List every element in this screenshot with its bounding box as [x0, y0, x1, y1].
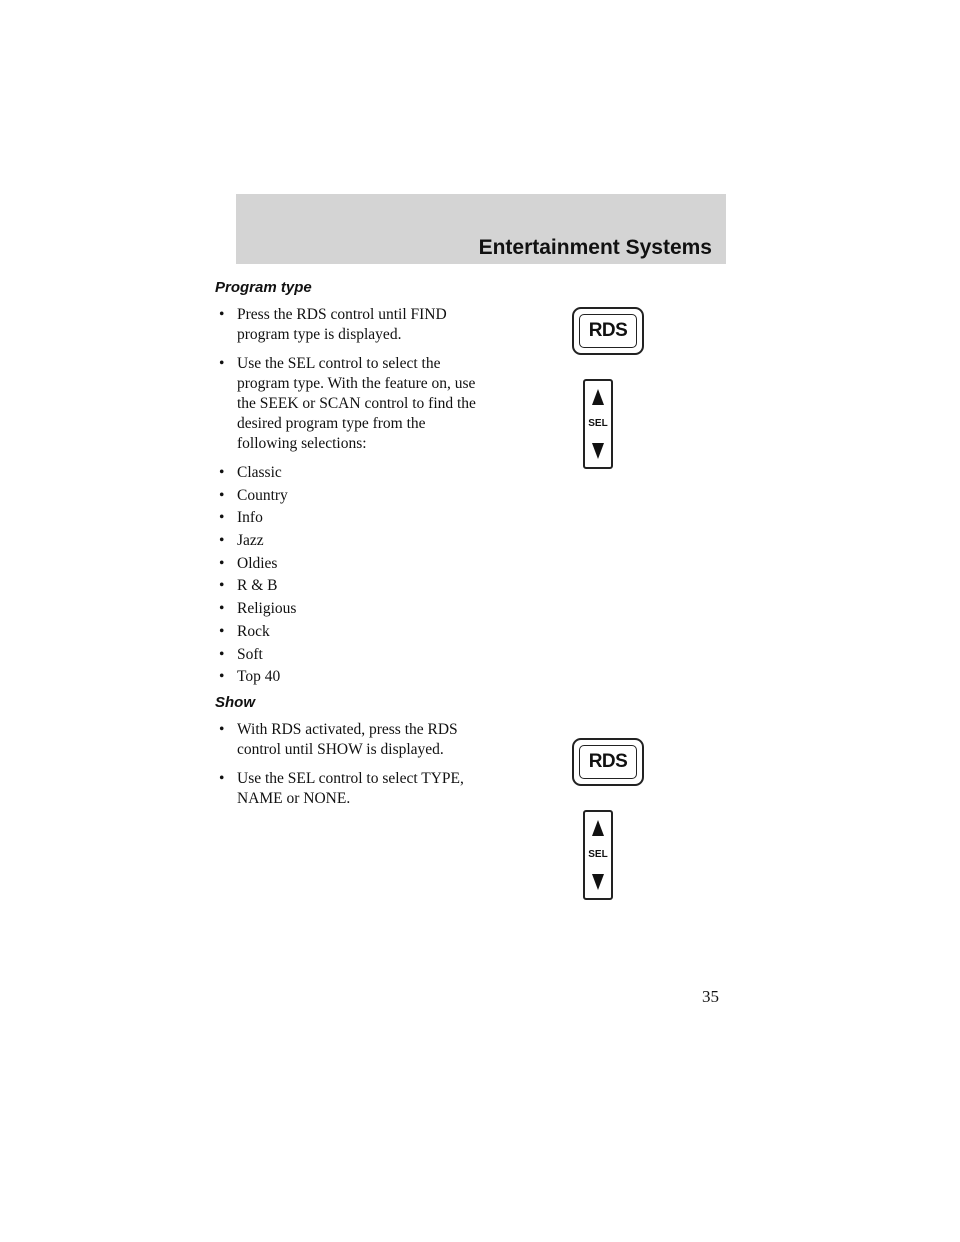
list-item: • Use the SEL control to select the program type. With the feature on, use the SEEK or SCAN control to find the desired program type from the following selections: — [215, 354, 485, 454]
sel-control-figure — [583, 810, 613, 900]
arrow-up-icon — [592, 389, 604, 405]
list-item: • Use the SEL control to select TYPE, NAME or NONE. — [215, 769, 485, 809]
section-header-band — [236, 194, 726, 264]
program-type-heading: Program type — [215, 279, 312, 296]
section-title: Entertainment Systems — [478, 236, 712, 259]
list-item: • With RDS activated, press the RDS control until SHOW is displayed. — [215, 720, 485, 760]
rds-button-figure — [572, 307, 644, 355]
program-type-list — [215, 305, 485, 687]
list-item: • Country — [215, 486, 485, 506]
list-item: • Press the RDS control until FIND program type is displayed. — [215, 305, 485, 345]
show-heading: Show — [215, 694, 255, 712]
main-content — [215, 278, 485, 818]
arrow-up-icon — [592, 820, 604, 836]
page-number: 35 — [702, 987, 719, 1006]
list-item: • Top 40 — [215, 667, 485, 687]
list-item: • Religious — [215, 599, 485, 619]
sel-label: SEL — [588, 849, 608, 860]
list-item: • Classic — [215, 463, 485, 483]
arrow-down-icon — [592, 443, 604, 459]
list-item: • Soft — [215, 645, 485, 665]
show-list — [215, 720, 485, 809]
list-item: • Oldies — [215, 554, 485, 574]
list-item: • Jazz — [215, 531, 485, 551]
sel-label: SEL — [588, 418, 608, 429]
list-item: • Rock — [215, 622, 485, 642]
sel-control-figure — [583, 379, 613, 469]
rds-label: RDS — [579, 314, 637, 348]
rds-label: RDS — [579, 745, 637, 779]
arrow-down-icon — [592, 874, 604, 890]
rds-button-figure — [572, 738, 644, 786]
list-item: • R & B — [215, 576, 485, 596]
list-item: • Info — [215, 508, 485, 528]
